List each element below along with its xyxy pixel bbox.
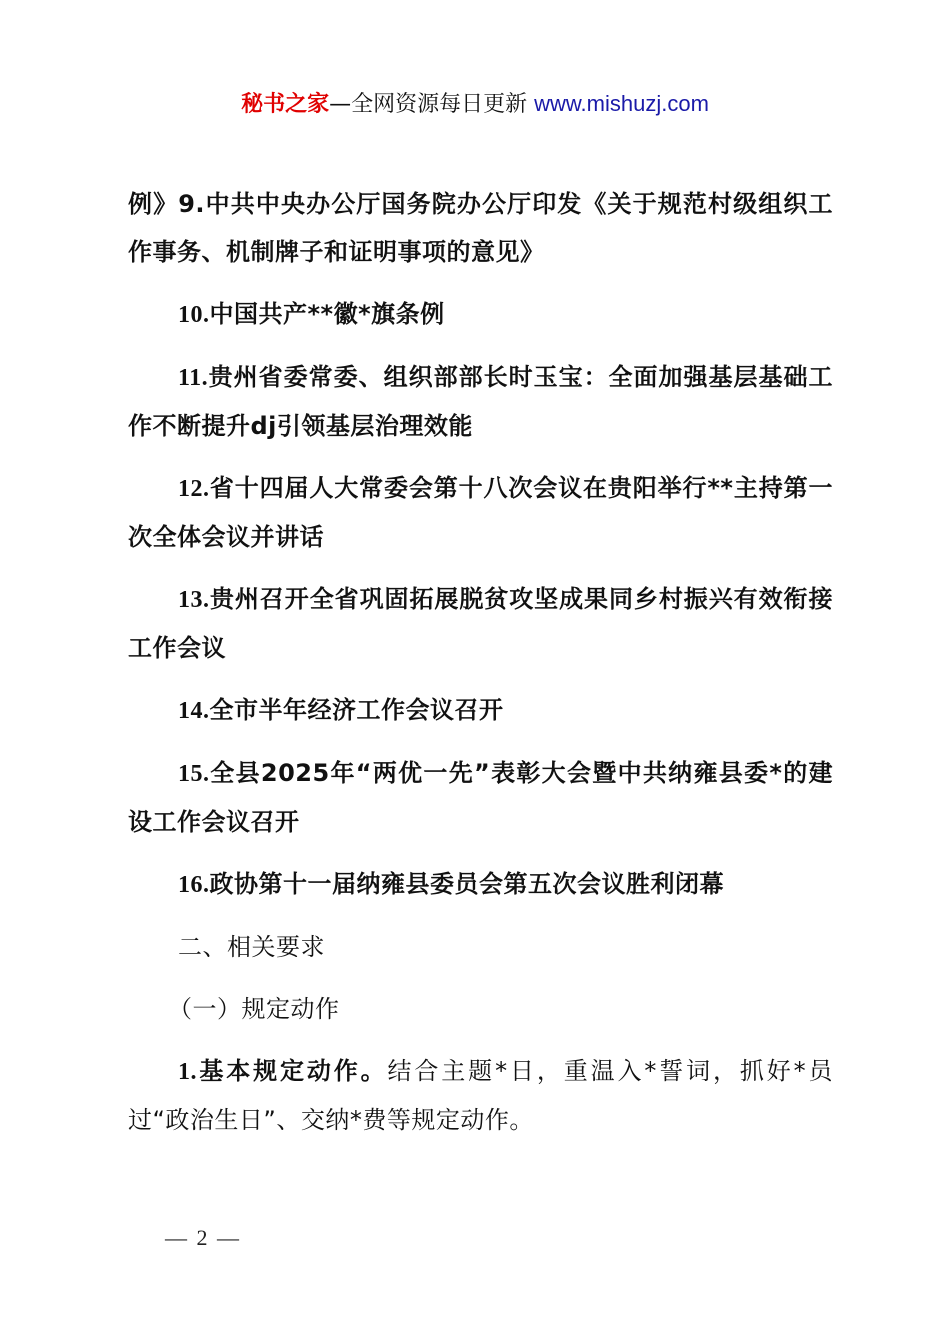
section-heading: 二、相关要求 <box>178 933 325 961</box>
item-text: 中国共产**徽*旗条例 <box>209 300 445 328</box>
item-text: 全市半年经济工作会议召开 <box>209 696 504 724</box>
site-url-link[interactable]: www.mishuzj.com <box>534 91 709 116</box>
item-text: 贵州省委常委、组织部部长时玉宝：全面加强基层基础工作不断提升dj引领基层治理效能 <box>128 363 833 440</box>
requirement-body: 结合主题*日，重温入*誓词，抓好*员过“政治生日”、交纳*费等规定动作。 <box>128 1057 834 1134</box>
item-number: 10. <box>178 302 210 328</box>
document-body <box>128 180 833 1144</box>
sub-heading: （一）规定动作 <box>168 995 340 1023</box>
item-number: 12. <box>178 476 210 502</box>
list-item-9: 例》9.中共中央办公厅国务院办公厅印发《关于规范村级组织工作事务、机制牌子和证明事项的意见》 <box>128 190 833 266</box>
item-number: 13. <box>178 587 210 613</box>
site-brand: 秘书之家 <box>241 92 330 117</box>
list-item-11 <box>128 353 833 450</box>
list-item-10 <box>128 290 833 339</box>
item-text: 省十四届人大常委会第十八次会议在贵阳举行**主持第一次全体会议并讲话 <box>128 474 833 551</box>
item-number: 16. <box>178 872 210 898</box>
item-text: 贵州召开全省巩固拓展脱贫攻坚成果同乡村振兴有效衔接工作会议 <box>128 585 833 662</box>
site-tagline: —全网资源每日更新 <box>329 92 535 117</box>
item-text: 政协第十一届纳雍县委员会第五次会议胜利闭幕 <box>209 870 724 898</box>
requirement-title: 基本规定动作。 <box>197 1057 388 1085</box>
item-number: 14. <box>178 698 210 724</box>
item-number: 15. <box>178 761 210 787</box>
list-item-13 <box>128 575 833 672</box>
item-text: 全县2025年“两优一先”表彰大会暨中共纳雍县委*的建设工作会议召开 <box>128 759 833 836</box>
requirement-paragraph <box>128 1047 833 1144</box>
site-header <box>0 88 950 121</box>
list-item-16 <box>128 860 833 909</box>
list-item-14 <box>128 686 833 735</box>
requirement-number: 1. <box>178 1059 197 1085</box>
item-number: 11. <box>178 365 209 391</box>
list-item-12 <box>128 464 833 561</box>
list-item-15 <box>128 749 833 846</box>
page-number: — 2 — <box>165 1225 241 1250</box>
